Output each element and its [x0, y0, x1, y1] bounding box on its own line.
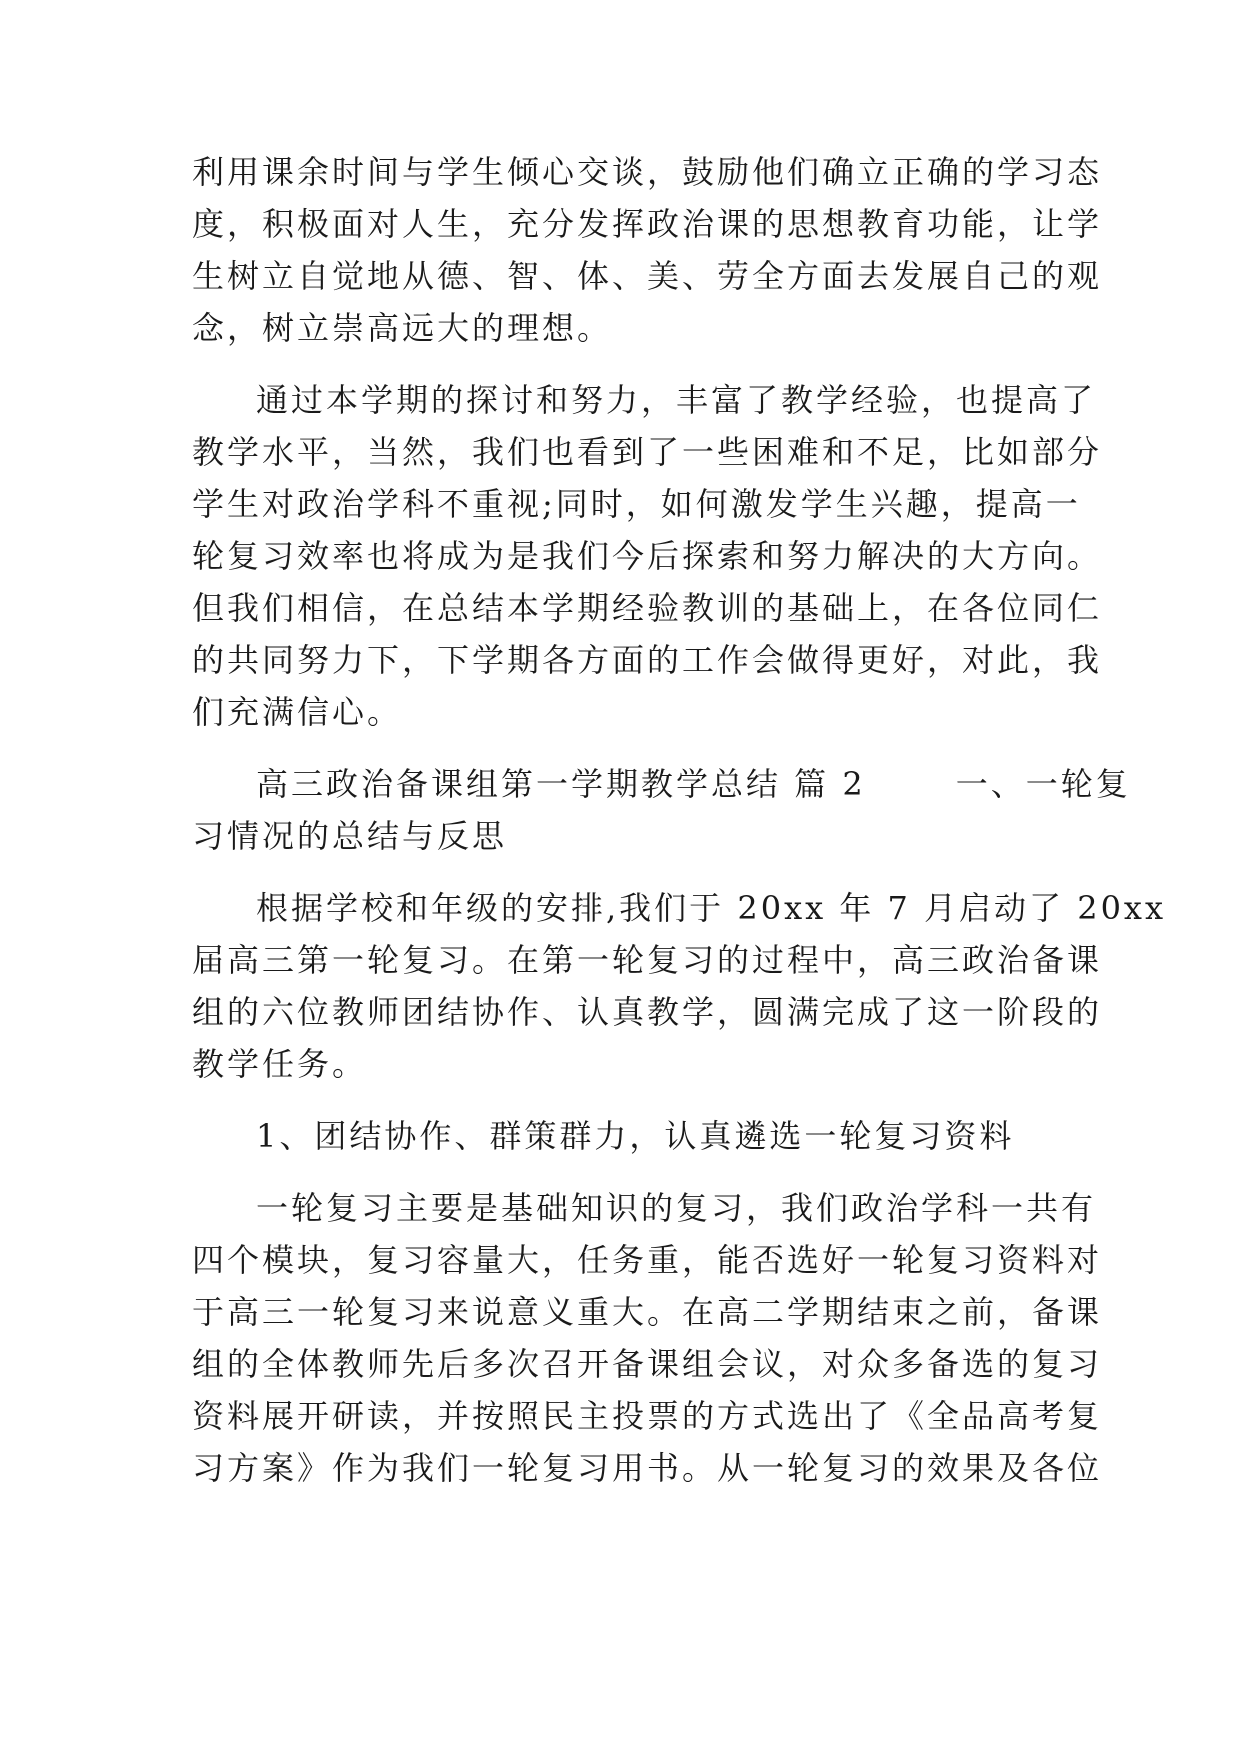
list-item-heading: 1、团结协作、群策群力，认真遴选一轮复习资料	[256, 1117, 1015, 1155]
text-line: 念，树立崇高远大的理想。	[192, 309, 613, 347]
text-line: 度，积极面对人生，充分发挥政治课的思想教育功能，让学	[192, 205, 1103, 243]
text-line: 四个模块，复习容量大，任务重，能否选好一轮复习资料对	[192, 1241, 1103, 1279]
text-line: 一轮复习主要是基础知识的复习，我们政治学科一共有	[256, 1189, 1097, 1227]
subsection-title-start: 一、一轮复	[955, 765, 1131, 803]
text-line: 习方案》作为我们一轮复习用书。从一轮复习的效果及各位	[192, 1449, 1103, 1487]
text-line: 组的六位教师团结协作、认真教学，圆满完成了这一阶段的	[192, 993, 1103, 1031]
text-line: 教学水平，当然，我们也看到了一些困难和不足，比如部分	[192, 433, 1103, 471]
section-title: 高三政治备课组第一学期教学总结 篇 2	[256, 765, 866, 803]
text-line: 届高三第一轮复习。在第一轮复习的过程中，高三政治备课	[192, 941, 1103, 979]
text-line: 们充满信心。	[192, 693, 403, 731]
text-line: 组的全体教师先后多次召开备课组会议，对众多备选的复习	[192, 1345, 1103, 1383]
text-line: 轮复习效率也将成为是我们今后探索和努力解决的大方向。	[192, 537, 1103, 575]
section-heading-line	[256, 764, 1131, 804]
text-line: 于高三一轮复习来说意义重大。在高二学期结束之前，备课	[192, 1293, 1103, 1331]
text-line: 根据学校和年级的安排,我们于 20xx 年 7 月启动了 20xx	[256, 889, 1167, 927]
text-line: 但我们相信，在总结本学期经验教训的基础上，在各位同仁	[192, 589, 1103, 627]
text-line: 通过本学期的探讨和努力，丰富了教学经验，也提高了	[256, 381, 1097, 419]
text-line: 习情况的总结与反思	[192, 817, 508, 855]
text-line: 学生对政治学科不重视;同时，如何激发学生兴趣，提高一	[192, 485, 1081, 523]
text-line: 教学任务。	[192, 1045, 368, 1083]
text-line: 的共同努力下，下学期各方面的工作会做得更好，对此，我	[192, 641, 1103, 679]
text-line: 资料展开研读，并按照民主投票的方式选出了《全品高考复	[192, 1397, 1103, 1435]
text-line: 生树立自觉地从德、智、体、美、劳全方面去发展自己的观	[192, 257, 1103, 295]
text-line: 利用课余时间与学生倾心交谈，鼓励他们确立正确的学习态	[192, 153, 1103, 191]
